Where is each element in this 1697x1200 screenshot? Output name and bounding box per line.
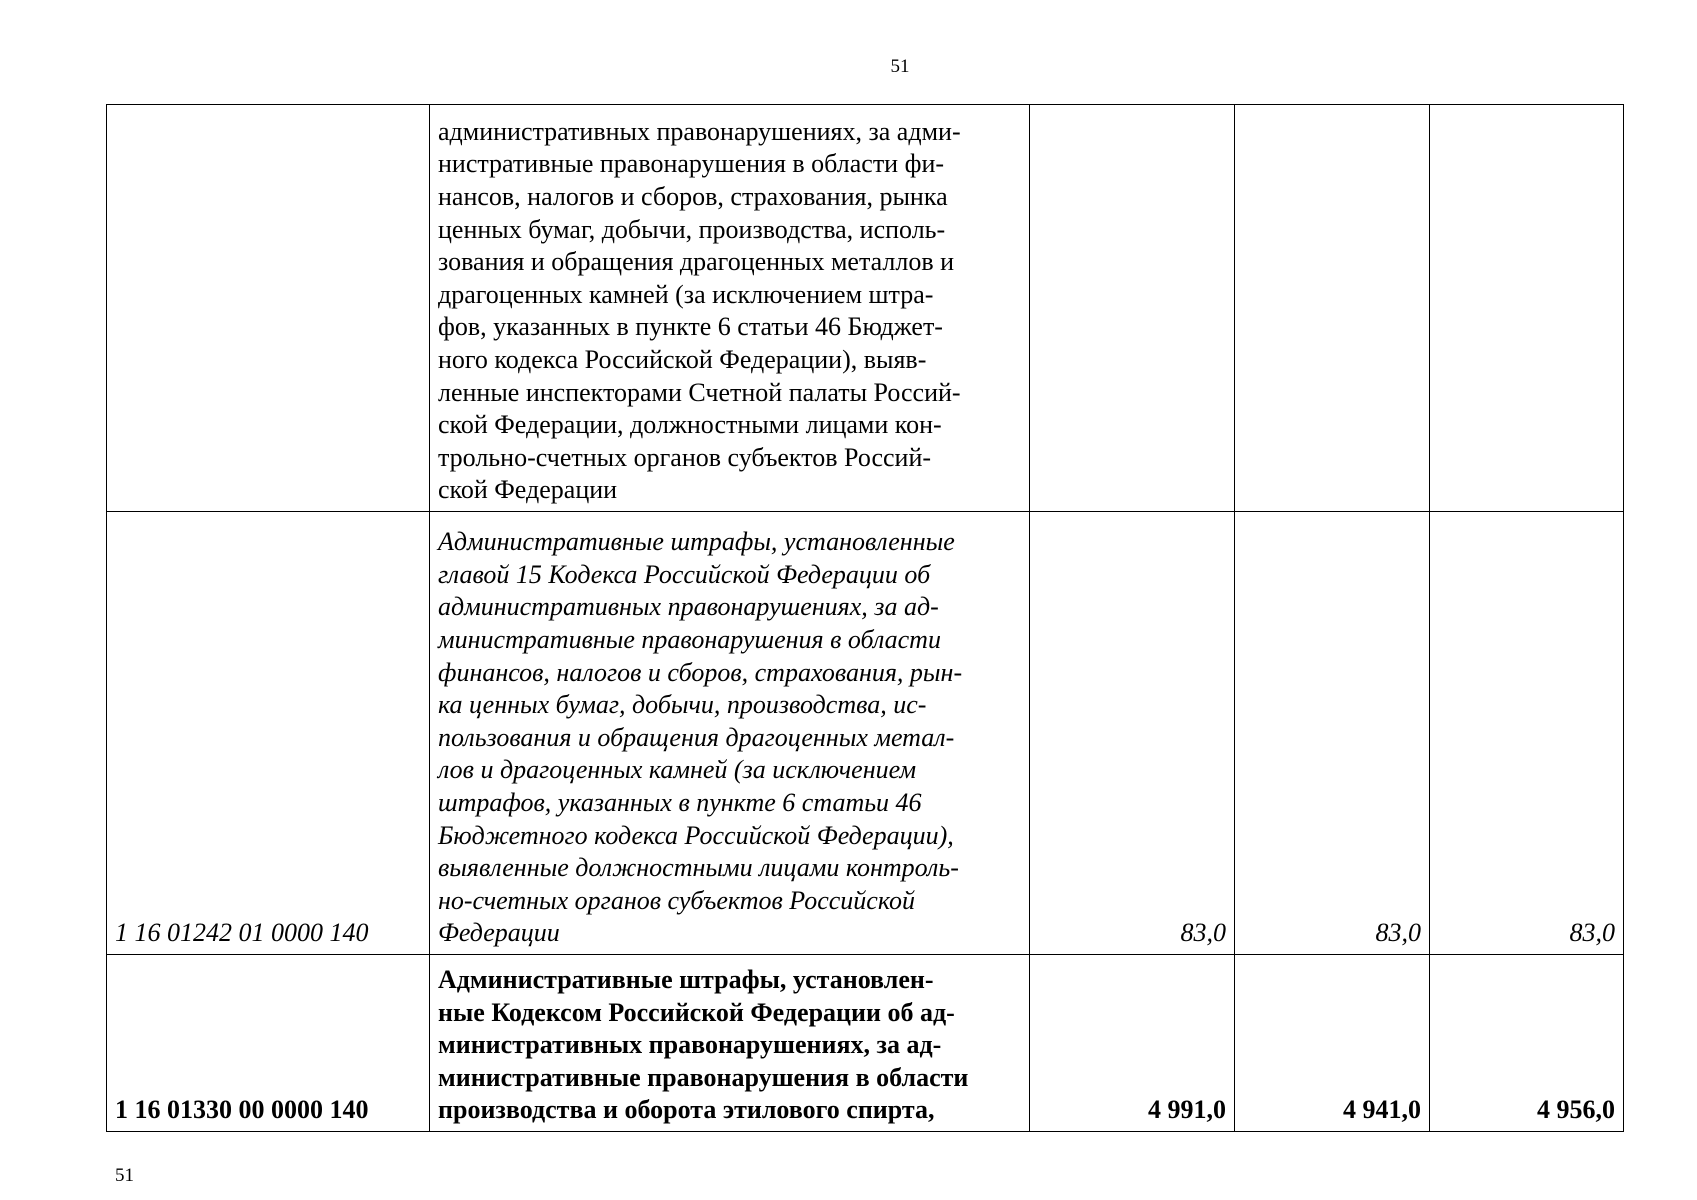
budget-code-cell: 1 16 01242 01 0000 140 xyxy=(107,512,430,955)
description-line: административных правонарушениях, за ад- xyxy=(438,592,939,622)
description-line: фов, указанных в пункте 6 статьи 46 Бюджет- xyxy=(438,312,943,342)
description-line: штрафов, указанных в пункте 6 статьи 46 xyxy=(438,788,922,818)
description-line: Бюджетного кодекса Российской Федерации), xyxy=(438,820,954,850)
description-line: министративные правонарушения в области xyxy=(438,1062,969,1092)
page-number-bottom: 51 xyxy=(115,1165,134,1186)
description-line: административных правонарушениях, за адми- xyxy=(438,116,961,146)
description-line: Административные штрафы, установлен- xyxy=(438,965,934,995)
value-cell-year-3 xyxy=(1430,105,1624,512)
description-line: пользования и обращения драгоценных метал- xyxy=(438,722,955,752)
description-line: министративных правонарушениях, за ад- xyxy=(438,1030,942,1060)
description-line: ской Федерации, должностными лицами кон- xyxy=(438,410,942,440)
description-line: нистративные правонарушения в области фи- xyxy=(438,149,945,179)
description-line: ного кодекса Российской Федерации), выяв- xyxy=(438,345,927,375)
value-cell-year-2 xyxy=(1235,105,1430,512)
value-cell-year-2: 4 941,0 xyxy=(1235,955,1430,1132)
table-row xyxy=(107,105,1624,512)
description-line: ные Кодексом Российской Федерации об ад- xyxy=(438,997,955,1027)
budget-code-cell: 1 16 01330 00 0000 140 xyxy=(107,955,430,1132)
description-line: лов и драгоценных камней (за исключением xyxy=(438,755,917,785)
value-cell-year-1 xyxy=(1030,105,1235,512)
description-line: зования и обращения драгоценных металлов и xyxy=(438,247,955,277)
page-number-top: 51 xyxy=(890,56,910,77)
value-cell-year-3: 4 956,0 xyxy=(1430,955,1624,1132)
value-cell-year-1: 4 991,0 xyxy=(1030,955,1235,1132)
value-cell-year-3: 83,0 xyxy=(1430,512,1624,955)
description-line: Федерации xyxy=(438,918,560,948)
description-line: ка ценных бумаг, добычи, производства, ис- xyxy=(438,690,927,720)
description-cell xyxy=(430,105,1030,512)
budget-code-cell xyxy=(107,105,430,512)
description-line: но-счетных органов субъектов Российской xyxy=(438,885,915,915)
value-cell-year-2: 83,0 xyxy=(1235,512,1430,955)
description-line: нансов, налогов и сборов, страхования, рынка xyxy=(438,182,948,212)
description-cell xyxy=(430,955,1030,1132)
description-line: главой 15 Кодекса Российской Федерации об xyxy=(438,559,931,589)
description-line: производства и оборота этилового спирта, xyxy=(438,1095,935,1125)
description-line: Административные штрафы, установленные xyxy=(438,527,955,557)
description-line: трольно-счетных органов субъектов Россий- xyxy=(438,442,932,472)
value-cell-year-1: 83,0 xyxy=(1030,512,1235,955)
description-line: ской Федерации xyxy=(438,475,618,505)
description-line: драгоценных камней (за исключением штра- xyxy=(438,279,934,309)
description-line: ленные инспекторами Счетной палаты Россий- xyxy=(438,377,961,407)
description-line: выявленные должностными лицами контроль- xyxy=(438,853,959,883)
description-line: министративные правонарушения в области xyxy=(438,625,941,655)
table-row xyxy=(107,512,1624,955)
description-cell xyxy=(430,512,1030,955)
budget-table xyxy=(106,104,1624,1132)
description-line: финансов, налогов и сборов, страхования, рын- xyxy=(438,657,963,687)
description-line: ценных бумаг, добычи, производства, исполь- xyxy=(438,214,946,244)
table-row xyxy=(107,955,1624,1132)
